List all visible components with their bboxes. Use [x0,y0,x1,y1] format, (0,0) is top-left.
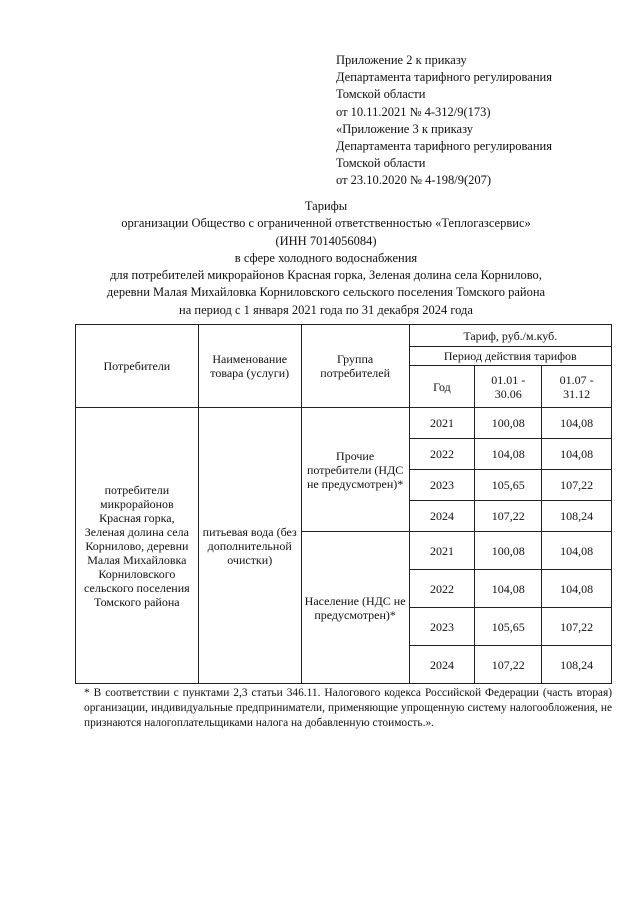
header-period: Период действия тарифов [409,347,611,366]
year-cell: 2024 [409,646,475,684]
year-cell: 2021 [409,408,475,439]
header-tariff: Тариф, руб./м.куб. [409,325,611,347]
title-line: Тарифы [304,199,348,213]
header-year: Год [409,366,475,408]
tariff-h1-cell: 105,65 [475,470,542,501]
tariff-h2-cell: 104,08 [542,439,612,470]
document-title [40,198,612,319]
tariff-h1-cell: 107,22 [475,646,542,684]
title-line: организации Общество с ограниченной ответственностью «Теплогазсервис» [121,216,531,231]
header-second-half: 01.07 - 31.12 [542,366,612,408]
header-product: Наименование товара (услуги) [198,325,301,408]
header-group: Группа потребителей [301,325,409,408]
tariff-h1-cell: 107,22 [475,501,542,532]
year-cell: 2022 [409,439,475,470]
vat-footnote: * В соответствии с пунктами 2,3 статьи 346.11. Налогового кодекса Российской Федерации (часть вторая) организации, индивидуальные предприниматели, применяющие упрощенную систему налогообложения, не признаются налогоплательщиками налога на добавленную стоимость.». [84,687,612,730]
year-cell: 2021 [409,532,475,570]
tariff-h2-cell: 107,22 [542,608,612,646]
consumers-cell: потребители микрорайонов Красная горка, Зеленая долина села Корнилово, деревни Малая Михайловка Корниловского сельского поселения Томского района [76,408,199,684]
header-line: Департамента тарифного регулирования [336,70,552,85]
header-first-half: 01.01 - 30.06 [475,366,542,408]
tariff-h2-cell: 104,08 [542,570,612,608]
title-line: (ИНН 7014056084) [275,233,377,248]
header-line: от 10.11.2021 № 4-312/9(173) [336,104,491,119]
tariff-h1-cell: 104,08 [475,439,542,470]
year-cell: 2024 [409,501,475,532]
header-consumers: Потребители [76,325,199,408]
product-cell: питьевая вода (без дополнительной очистки) [198,408,301,684]
group-other-cell: Прочие потребители (НДС не предусмотрен)* [301,408,409,532]
header-line: от 23.10.2020 № 4-198/9(207) [336,173,492,188]
tariff-h1-cell: 100,08 [475,532,542,570]
header-line: «Приложение 3 к приказу [336,121,474,136]
header-line: Приложение 2 к приказу [336,53,467,67]
title-line: в сфере холодного водоснабжения [234,250,418,265]
tariff-h2-cell: 104,08 [542,532,612,570]
title-line: на период с 1 января 2021 года по 31 декабря 2024 года [179,302,473,317]
year-cell: 2022 [409,570,475,608]
group-population-cell: Население (НДС не предусмотрен)* [301,532,409,684]
tariff-h2-cell: 104,08 [542,408,612,439]
year-cell: 2023 [409,470,475,501]
tariff-h2-cell: 108,24 [542,501,612,532]
tariff-h1-cell: 104,08 [475,570,542,608]
order-header [336,52,552,190]
tariff-h1-cell: 105,65 [475,608,542,646]
title-line: деревни Малая Михайловка Корниловского сельского поселения Томского района [106,285,546,300]
header-line: Томской области [336,87,426,102]
year-cell: 2023 [409,608,475,646]
header-line: Томской области [336,156,426,171]
title-line: для потребителей микрорайонов Красная горка, Зеленая долина села Корнилово, [110,268,542,283]
header-line: Департамента тарифного регулирования [336,139,552,154]
tariff-h2-cell: 107,22 [542,470,612,501]
tariff-h1-cell: 100,08 [475,408,542,439]
tariff-h2-cell: 108,24 [542,646,612,684]
tariff-table [75,324,612,684]
